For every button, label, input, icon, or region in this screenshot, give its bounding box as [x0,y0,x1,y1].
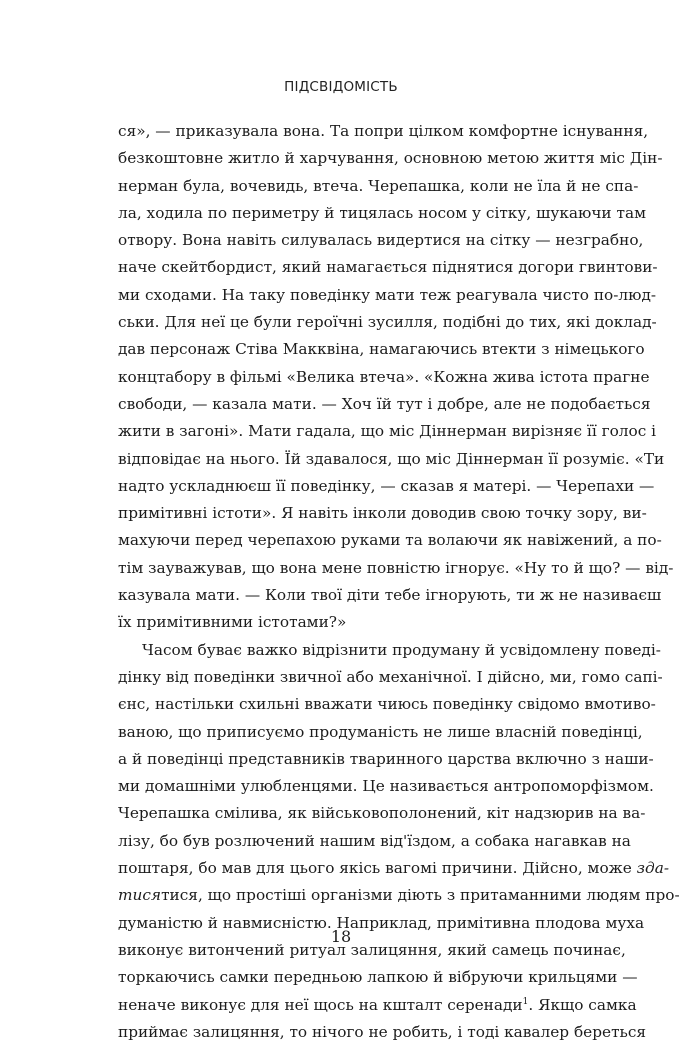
text-line: махуючи перед черепахою руками та волаючи як навіжений, а по- [118,531,662,550]
text-line: єнс, настільки схильні вважати чиюсь поведінку свідомо вмотиво- [118,695,656,714]
text-line-paragraph-start: Часом буває важко відрізнити продуману й усвідомлену поведі- [142,640,661,659]
text-line: ми домашніми улюбленцями. Це називається антропоморфізмом. [118,777,654,796]
running-head: ПІДСВІДОМІСТЬ [284,79,398,95]
page-number: 18 [330,927,352,946]
footnote-ref[interactable]: 1 [522,996,529,1007]
text-line-paragraph-end: їх примітивними істотами?» [118,613,347,632]
text-line: примітивні істоти». Я навіть інколи доводив свою точку зору, ви- [118,504,647,523]
text-line: відповідає на нього. Їй здавалося, що міс Діннерман її розуміє. «Ти [118,449,665,468]
text-segment: . Якщо самка [528,995,637,1014]
text-line: безкоштовне житло й харчування, основною метою життя міс Дін- [118,149,663,168]
text-line: торкаючись самки передньою лапкою й вібруючи крильцями — [118,968,638,987]
text-line [118,855,669,882]
text-line: казувала мати. — Коли твої діти тебе ігнорують, ти ж не називаєш [118,586,662,605]
text-line: жити в загоні». Мати гадала, що міс Діннерман вирізняє її голос і [118,422,657,441]
text-line [118,882,680,909]
text-segment: неначе виконує для неї щось на кшталт серенади [118,995,523,1014]
text-segment: поштаря, бо мав для цього якісь вагомі причини. Дійсно, може [118,859,632,878]
italic-word: зда- [636,859,669,878]
text-line: ваною, що приписуємо продуманість не лише власній поведінці, [118,722,643,741]
text-line: отвору. Вона навіть силувалась видертися на сітку — незграбно, [118,231,644,250]
text-line: дав персонаж Стіва Макквіна, намагаючись втекти з німецького [118,340,645,359]
text-line: ся», — приказувала вона. Та попри цілком комфортне існування, [118,122,649,140]
text-line: виконує витончений ритуал залицяння, який самець починає, [118,940,626,959]
text-line: ла, ходила по периметру й тицялась носом у сітку, шукаючи там [118,203,646,222]
text-line: свободи, — казала мати. — Хоч їй тут і добре, але не подобається [118,394,651,413]
text-line: а й поведінці представників тваринного царства включно з наши- [118,749,654,768]
text-line: Черепашка смілива, як військовополонений, кіт надзюрив на ва- [118,804,646,823]
text-line: надто ускладнюєш її поведінку, — сказав я матері. — Черепахи — [118,476,655,495]
text-line: лізу, бо був розлючений нашим від'їздом, а собака нагавкав на [118,831,631,850]
text-line: ми сходами. На таку поведінку мати теж реагувала чисто по-люд- [118,285,657,304]
body-text [118,118,680,1046]
text-line: наче скейтбордист, який намагається піднятися догори гвинтови- [118,258,658,277]
text-line [118,992,637,1019]
italic-word: тися [118,886,162,905]
text-line: думаністю й навмисністю. Наприклад, примітивна плодова муха [118,913,645,932]
text-line: концтабору в фільмі «Велика втеча». «Кожна жива істота прагне [118,367,650,386]
text-line: приймає залицяння, то нічого не робить, і тоді кавалер береться [118,1022,647,1041]
text-line: дінку від поведінки звичної або механічної. І дійсно, ми, гомо сапі- [118,667,663,686]
text-line: тім зауважував, що вона мене повністю ігнорує. «Ну то й що? — від- [118,558,674,577]
text-line: ськи. Для неї це були героїчні зусилля, подібні до тих, які доклад- [118,313,657,332]
text-segment: тися, що простіші організми діють з притаманними людям про- [161,886,680,905]
text-line: нерман була, вочевидь, втеча. Черепашка, коли не їла й не спа- [118,176,639,195]
